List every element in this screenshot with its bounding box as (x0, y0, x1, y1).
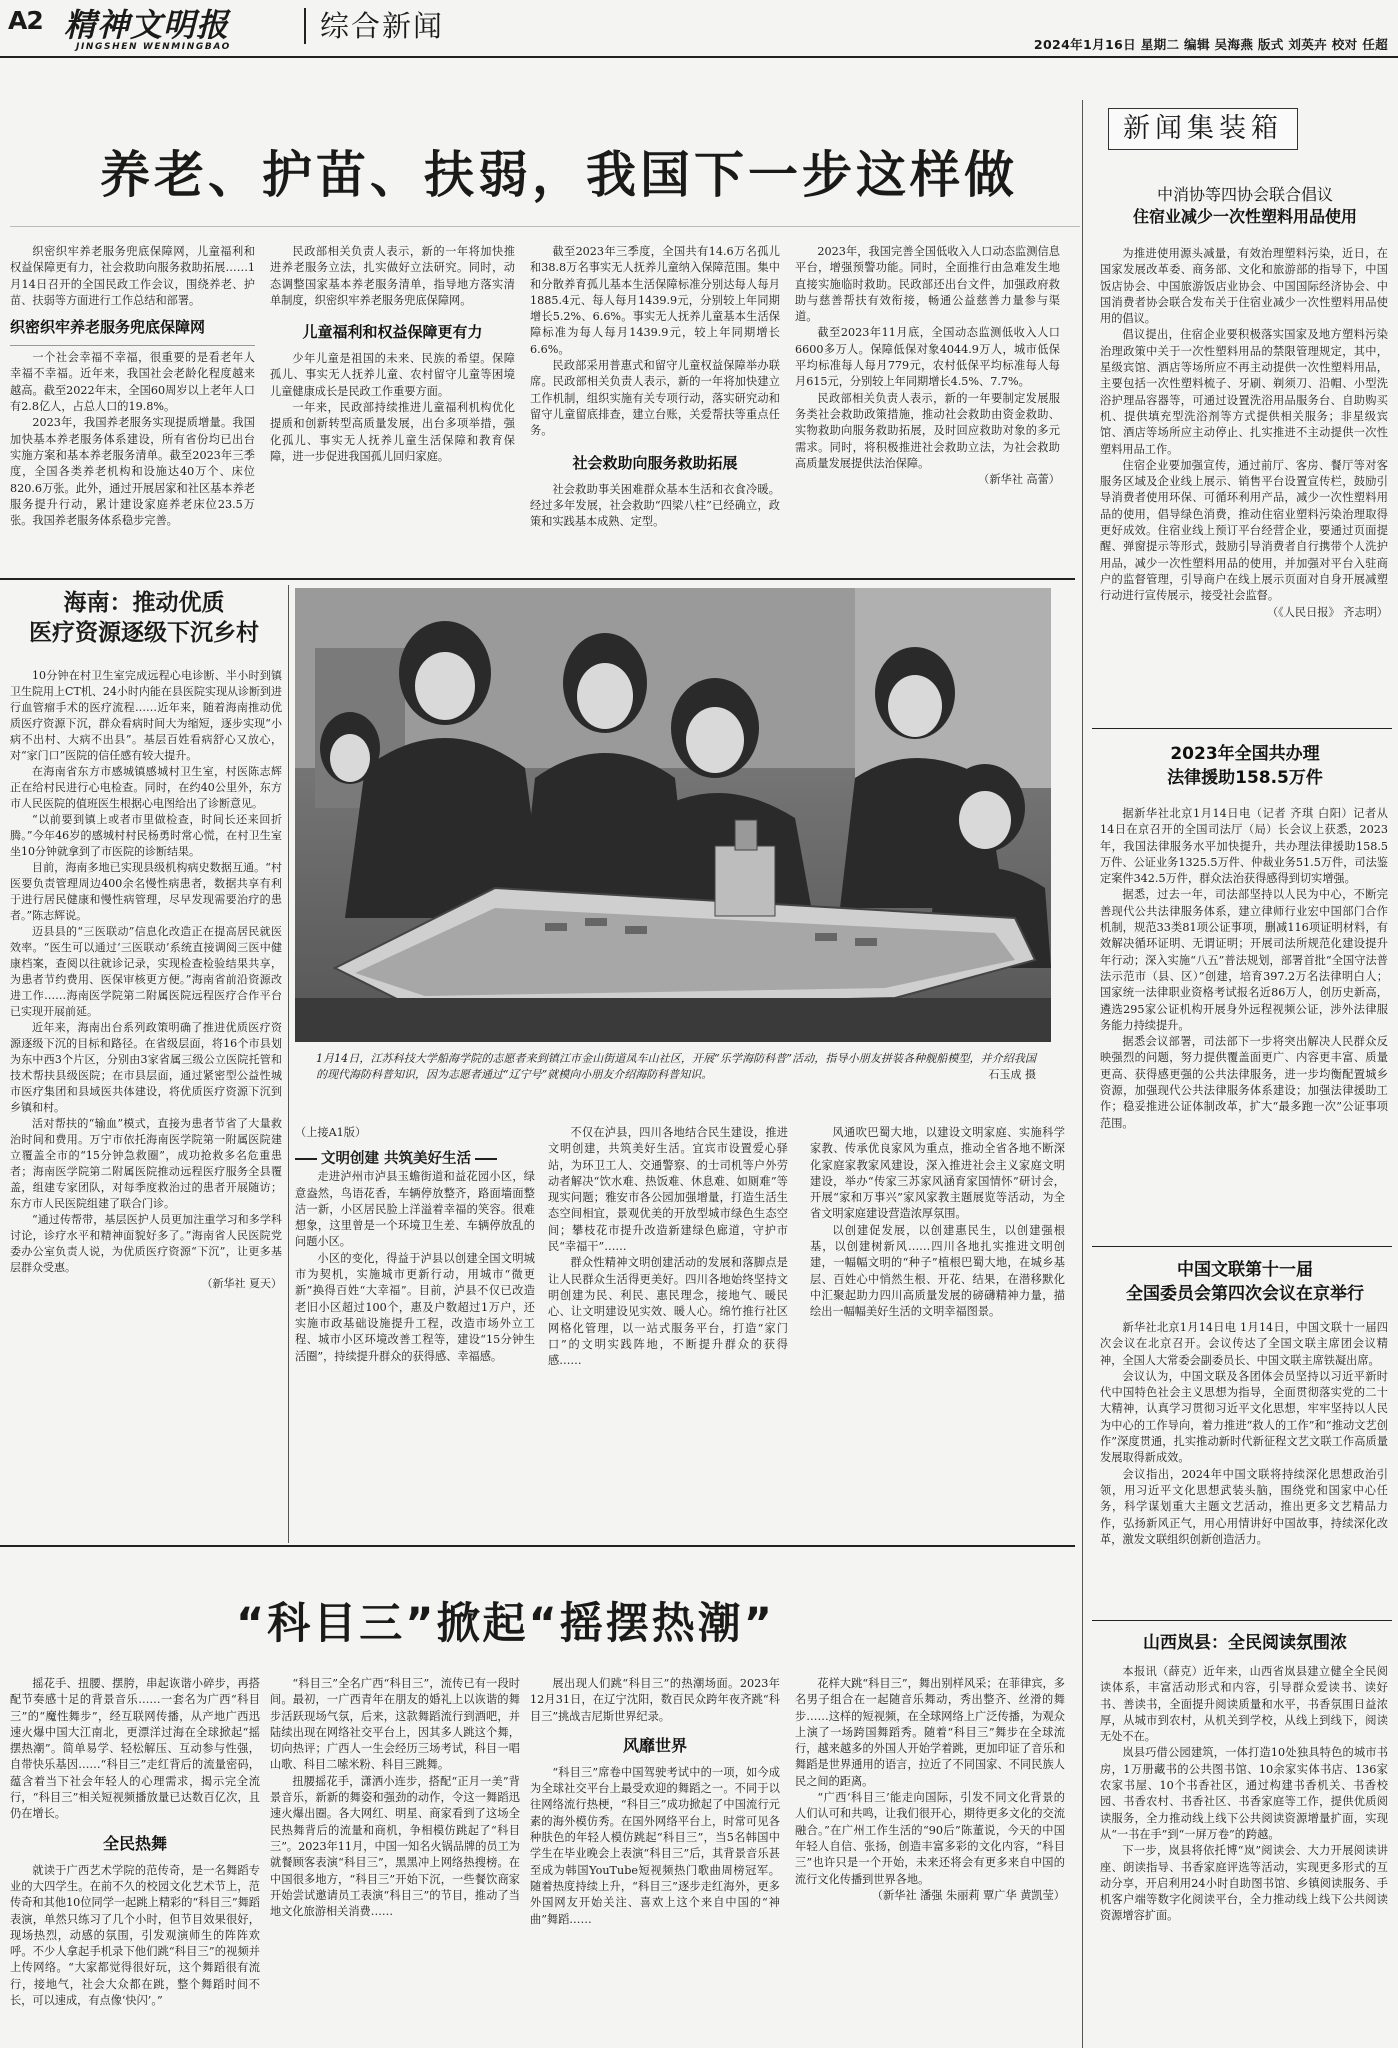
masthead (0, 0, 1398, 54)
lead-column-4 (795, 244, 1060, 584)
paragraph: 岚县巧借公园建筑，一体打造10处独具特色的城市书房，1万册藏书的公共图书馆、10余家实体书店、136家农家书屋、10个书香社区，通过构建书香机关、书香校园、书香农村、书香社区、书香家庭等工作，提供优质阅读服务，全力推动线上线下公共阅读资源增量扩面，实现从“一书在手”到“一屏万卷”的跨越。 (1100, 1746, 1388, 1841)
paragraph: 少年儿童是祖国的未来、民族的希望。保障孤儿、事实无人抚养儿童、农村留守儿童等困境儿童健康成长是民政工作重要方面。 (270, 352, 515, 398)
paragraph: 一个社会幸福不幸福，很重要的是看老年人幸福不幸福。近年来，我国社会老龄化程度越来越高。截至2022年末，全国60周岁以上老年人口有2.8亿人，占总人口的19.8%。 (10, 351, 255, 414)
lead-column-2 (270, 244, 515, 584)
paper-name-pinyin: JINGSHEN WENMINGBAO (76, 42, 231, 52)
section-rule (0, 578, 1075, 580)
news-roundup-heading: 新闻集装箱 (1108, 108, 1298, 150)
paragraph: 活对帮扶的“输血”模式，直接为患者节省了大量救治时间和费用。万宁市依托海南医学院第一附属医院建立覆盖全市的“15分钟急救圈”，成功抢救多名危重患者；海南医学院第二附属医院推动远程医疗服务全县覆盖，组建专家团队，对每季度救治过的患者开展随访；东方市人民医院组建了联合门诊。 (10, 1117, 282, 1210)
paragraph: 本报讯（薛克）近年来，山西省岚县建立健全全民阅读体系，丰富活动形式和内容，引导群众爱读书、读好书、善读书，全面提升阅读质量和水平，书香氛围日益浓厚，从城市到农村，从机关到学校，从线上到线下，阅读无处不在。 (1100, 1665, 1388, 1744)
lead-subhead-1: 织密织牢养老服务兜底保障网 (10, 318, 206, 337)
side-item-4-title: 山西岚县：全民阅读氛围浓 (1143, 1633, 1347, 1653)
wenming-column-3 (810, 1125, 1065, 1530)
side-item-rule (1092, 728, 1392, 729)
side-item-1-title-line-1: 中消协等四协会联合倡议 (1156, 185, 1333, 204)
photo-credit: 石玉成 摄 (988, 1068, 1036, 1081)
paragraph: 在海南省东方市感城镇感城村卫生室，村医陈志辉正在给村民进行心电检查。同时，在约40公里外，东方市人民医院的值班医生根据心电图给出了诊断意见。 (10, 765, 282, 810)
side-item-1-title-line-2: 住宿业减少一次性塑料用品使用 (1132, 207, 1357, 226)
side-item-rule (1092, 1620, 1392, 1621)
wenming-subhead (295, 1148, 529, 1170)
paragraph: 据悉会议部署，司法部下一步将突出解决人民群众反映强烈的问题，努力提供覆盖面更广、内容更丰富、质量更高、获得感更强的公共法律服务，进一步均衡配置城乡资源，加强现代公共法律服务体系建设；加强法律援助工作；稳妥推进公证体制改革，扩大“最多跑一次”公证事项范围。 (1100, 1035, 1388, 1130)
paragraph: “以前要到镇上或者市里做检查，时间长还来回折腾。”今年46岁的感城村村民杨勇时常心慌，在村卫生室坐10分钟就拿到了市医院的诊断结果。 (10, 813, 282, 858)
photo-caption-text: 1月14日，江苏科技大学船海学院的志愿者来到镇江市金山街道凤车山社区，开展“乐学海防科普”活动，指导小朋友拼装各种舰船模型，并介绍我国的现代海防科普知识，因为志愿者通过“辽宁号”就模向小朋友介绍海防科普知识。 (316, 1052, 1036, 1081)
paragraph: 民政部采用普惠式和留守儿童权益保障举办联席。民政部相关负责人表示，新的一年将加快建立工作机制，组织实施有关专项行动，落实研究动和留守儿童留底排查，建立台账，关爱帮扶等重点任务。 (530, 359, 780, 438)
lead-column-1 (10, 244, 255, 584)
masthead-divider (304, 8, 306, 44)
hainan-byline: （新华社 夏天） (201, 1277, 282, 1290)
paragraph: 截至2023年11月底，全国动态监测低收入人口6600多万人。保障低保对象4044.9万人，城市低保平均标准每人每月779元，农村低保平均标准每人每月615元，分别较上年同期增长4.5%、7.7%。 (795, 326, 1060, 389)
side-item-3-title-line-1: 中国文联第十一届 (1177, 1260, 1313, 1280)
paragraph: 据悉，过去一年，司法部坚持以人民为中心，不断完善现代公共法律服务体系，建立律师行业宏中国部门合作机制，规范33类81项公证事项，删减116项证明材料，有效解决循环证明、无谓证明；开展司法所规范化建设提升年行动；深入实施“八五”普法规划，部署首批“全国守法普法示范市（县、区）”创建，培育397.2万名法律明白人；国家统一法律职业资格考试报名近86万人，创历史新高，遴选295家公证机构开展身外远程视频公证，涉外法律服务能力持续提升。 (1100, 888, 1388, 1032)
kemu-subhead-1: 全民热舞 (102, 1833, 167, 1853)
paragraph: 社会救助事关困难群众基本生活和衣食冷暖。经过多年发展，社会救助“四梁八柱”已经确立，政策和实践基本成熟、定型。 (530, 482, 780, 529)
paragraph: 目前，海南多地已实现县级机构病史数据互通。“村医要负责管理周边400余名慢性病患者，数据共享有利于进行居民健康和慢性病管理，尽早发现需要治疗的患者。”陈志辉说。 (10, 861, 282, 922)
paragraph: 会议认为，中国文联及各团体会员坚持以习近平新时代中国特色社会主义思想为指导，全面贯彻落实党的二十大精神，认真学习贯彻习近平文化思想，牢牢坚持以人民为中心的工作导向，着力推进“救人的工作”和“推动文艺创作”深度贯通，扎实推动新时代新征程文艺文联工作高质量发展取得新成效。 (1100, 1369, 1388, 1465)
section-name: 综合新闻 (320, 9, 445, 43)
subhead-dash (475, 1158, 497, 1160)
photo-illustration (295, 588, 1051, 1042)
section-rule (0, 1545, 1075, 1547)
side-item-4-body (1100, 1664, 1388, 2039)
paragraph: 一年来，民政部持续推进儿童福利机构优化提质和创新转型高质量发展，出台多项举措，强化孤儿、事实无人抚养儿童生活保障和教育保障，进一步促进我国孤儿回归家庭。 (270, 401, 515, 463)
subhead-rule (10, 345, 255, 346)
kemu-column-2 (270, 1676, 520, 2036)
paragraph: 扭腰摇花手，潇洒小连步，搭配“正月一美”背景音乐，新新的舞姿和强劲的动作，令这一舞蹈迅速火爆出圈。各大网红、明星、商家看到了这场全民热舞背后的流量和商机，争相模仿跳起了“科目三”。2023年11月，中国一知名火锅品牌的员工为就餐顾客表演“科目三”，黑黑冲上网络热搜榜。在中国很多地方，“科目三”开始下沉，一些餐饮商家开始尝试邀请员工表演“科目三”的节目，推动了当地文化旅游相关消费…… (270, 1774, 520, 1919)
side-item-1-byline: （《人民日报》 齐志明） (1266, 605, 1388, 619)
lead-intro: 织密织牢养老服务兜底保障网，儿童福利和权益保障更有力，社会救助向服务救助拓展……1月14日召开的全国民政工作会议，围绕养老、护苗、扶弱等方面进行工作总结和部署。 (10, 245, 255, 307)
lead-subhead-2: 儿童福利和权益保障更有力 (302, 323, 483, 342)
page-number: A2 (8, 6, 43, 35)
kemu-byline: （新华社 潘强 朱丽莉 覃广华 黄凯莹） (871, 1888, 1065, 1902)
wenming-column-1 (295, 1125, 535, 1530)
paragraph: 新华社北京1月14日电 1月14日，中国文联十一届四次会议在北京召开。会议传达了全国文联主席团会议精神，全国人大常委会副委员长、中国文联主席铁凝出席。 (1100, 1321, 1388, 1367)
subhead-dash (295, 1158, 317, 1160)
paragraph: 以创建促发展，以创建惠民生，以创建强根基，以创建树新风……四川各地扎实推进文明创建，一幅幅文明的“种子”植根巴蜀大地，在城乡基层、百姓心中悄然生根、开花、结果，在潜移默化中汇聚起助力四川高质量发展的磅礴精神力量，描绘出一幅幅美好生活的文明幸福图景。 (810, 1223, 1065, 1319)
lead-column-3 (530, 244, 780, 584)
continued-from: （上接A1版） (295, 1126, 367, 1139)
paragraph: 2023年，我国养老服务实现提质增量。我国加快基本养老服务体系建设，所有省份均已出台实施方案和基本养老服务清单。截至2023年三季度，全国各类养老机构和设施达40万个、床位820.6万张。此外，通过开展居家和社区基本养老服务提升行动，累计建设家庭养老床位23.5万张。我国养老服务体系稳步完善。 (10, 416, 255, 528)
paragraph: 走进泸州市泸县玉蟾街道和益花园小区，绿意盎然，鸟语花香，车辆停放整齐，路面墙面整洁一新，小区居民脸上洋溢着幸福的笑容。很难想象，这里曾是一个环境卫生差、车辆停放乱的问题小区。 (295, 1170, 535, 1249)
paragraph: 不仅在泸县，四川各地结合民生建设，推进文明创建，共筑美好生活。宜宾市设置爱心驿站，为环卫工人、交通警察、的士司机等户外劳动者解决“饮水难、热饭难、休息难、如厕难”等现实问题；雅安市各公园加强增量，打造生活生态空间相宜，景观优美的开放型城市绿色生态空间；攀枝花市提升改造新建绿色廊道，守护市民“幸福干”…… (548, 1126, 788, 1254)
kemu-column-3 (530, 1676, 780, 2036)
paper-name-logo: 精神文明报 (64, 6, 230, 44)
hainan-headline-line-2: 医疗资源逐级下沉乡村 (29, 620, 259, 646)
side-item-3-body (1100, 1320, 1388, 1620)
issue-info: 2024年1月16日 星期二 编辑 吴海燕 版式 刘英卉 校对 任超 (1033, 37, 1388, 52)
paragraph: 2023年，我国完善全国低收入人口动态监测信息平台，增强预警功能。同时，全面推行由急难发生地直接实施临时救助。民政部还出台文件，加强政府救助与慈善帮扶有效衔接，畅通公益慈善力量参与渠道。 (795, 245, 1060, 324)
paragraph: 10分钟在村卫生室完成远程心电诊断、半小时到镇卫生院用上CT机、24小时内能在县医院实现从诊断到进行血管瘤手术的医疗流程……近年来，随着海南推动优质医疗资源下沉，群众看病时间大为缩短，逐步实现“小病不出村、大病不出县”。基层百姓看病舒心又放心，对“家门口”医院的信任感有较大提升。 (10, 669, 282, 762)
paragraph: 截至2023年三季度，全国共有14.6万名孤儿和38.8万名事实无人抚养儿童纳入保障范围。集中和分散养育孤儿基本生活保障标准分别达每人每月1885.4元、每人每月1439.9元，分别较上年同期增长5.2%、6.6%。事实无人抚养儿童基本生活保障标准为每人每月1439.9元，较上年同期增长6.6%。 (530, 245, 780, 356)
lead-subhead-3: 社会救助向服务救助拓展 (572, 453, 738, 472)
lead-byline: （新华社 高蕾） (978, 473, 1060, 487)
paragraph: 展出现人们跳“科目三”的热潮场面。2023年12月31日，在辽宁沈阳，数百民众跨年夜齐跳“科目三”挑战吉尼斯世界纪录。 (530, 1677, 780, 1723)
side-item-rule (1092, 1246, 1392, 1247)
kemu-column-1 (10, 1676, 260, 2036)
column-divider (288, 585, 289, 1543)
paragraph: 小区的变化，得益于泸县以创建全国文明城市为契机，实施城市更新行动，用城市“微更新”换得百姓“大幸福”。目前，泸县不仅已改造老旧小区超过100个，惠及户数超过1万户，还实施市政基础设施提升工程，改造市场外立工程、城市小区环境改善工程等，建设“15分钟生活圈”，持续提升群众的获得感、幸福感。 (295, 1251, 535, 1363)
paragraph: 为推进使用源头减量，有效治理塑料污染，近日，在国家发展改革委、商务部、文化和旅游部的指导下，中国饭店协会、中国旅游饭店业协会、中国国际经济协会、中国消费者协会联合发布关于住宿业减少一次性塑料用品使用的倡议。 (1100, 247, 1388, 326)
paragraph: 住宿企业要加强宣传，通过前厅、客房、餐厅等对客服务区域及企业线上展示、销售平台设置宣传栏，鼓励引导消费者使用环保、可循环利用产品，减少一次性塑料用品的使用，倡导绿色消费，推动住宿业塑料污染治理取得更好成效。住宿业线上预订平台经营企业，要通过页面提醒、弹窗提示等形式，鼓励引导消费者自行携带个人洗护用品，减少一次性塑料用品的使用，并加强对平台入驻商户的监督管理，引导商户在线上展示页面对自身开展减塑行动进行宣传展示，接受社会监督。 (1100, 458, 1388, 603)
side-item-2-title-line-1: 2023年全国共办理 (1170, 744, 1320, 764)
photo-caption (316, 1051, 1036, 1083)
kemu-column-4 (795, 1676, 1065, 2036)
paragraph: 群众性精神文明创建活动的发展和落脚点是让人民群众生活得更美好。四川各地始终坚持文明创建为民、利民、惠民理念，接地气、暖民心、让文明建设见实效、暖人心。绵竹推行社区网格化管理，以一站式服务平台，打造“家门口”的文明实践阵地，不断提升群众的获得感…… (548, 1256, 788, 1368)
paragraph: 风通吹巴蜀大地，以建设文明家庭、实施科学家教、传承优良家风为重点，推动全省各地不断深化家庭家教家风建设，深入推进社会主义家庭文明建设，举办“传家三苏家风涵育家国情怀”研讨会，开展“家和万事兴”家风家教主题展览等活动，为全省文明家庭建设营造浓厚氛围。 (810, 1126, 1065, 1221)
hainan-headline (0, 588, 288, 648)
paragraph: 摇花手、扭腰、摆胯，串起诙谐小碎步，再搭配节奏感十足的背景音乐……一套名为广西“科目三”的“魔性舞步”，经互联网传播，从产地广西迅速火爆中国大江南北，更漂洋过海在全球掀起“摇摆热潮”。简单易学、轻松解压、互动参与性强，自带快乐基因……“科目三”走红背后的流量密码，蕴含着当下社会年轻人的心理需求，揭示完全流行，“科目三”相关短视频播放量已达数百亿次，且仍在增长。 (10, 1677, 260, 1821)
paragraph: 民政部相关负责人表示，新的一年要制定发展服务类社会救助政策措施，推动社会救助由资金救助、实物救助向服务救助拓展，及时回应救助对象的多元需求。同时，将积极推进社会救助立法，为社会救助高质量发展提供法治保障。 (795, 391, 1060, 470)
news-photo (295, 588, 1051, 1042)
hainan-body (10, 668, 282, 1528)
hainan-headline-line-1: 海南：推动优质 (63, 590, 225, 616)
side-item-2-body (1100, 806, 1388, 1226)
wenming-column-2 (548, 1125, 788, 1530)
paragraph: 下一步，岚县将依托博“岚”阅读会、大力开展阅读讲座、朗读指导、书香家庭评选等活动，实现更多形式的互动分享，开启利用24小时自助图书馆、乡镇阅读服务、手机客户端等数字化阅读平台，全力推动线上线下公共阅读资源增容扩面。 (1100, 1844, 1388, 1923)
paragraph: 民政部相关负责人表示，新的一年将加快推进养老服务立法，扎实做好立法研究。同时，动态调整国家基本养老服务清单，指导地方落实清单制度，织密织牢养老服务兜底保障网。 (270, 245, 515, 307)
paragraph: 迈县县的“三医联动”信息化改造正在提高居民就医效率。“医生可以通过‘三医联动’系统直接调阅三医中健康档案，查阅以往就诊记录，实现检查检验结果共享，为患者节约费用、医保审核更方便。”海南省前沿资源改进工作……海南医学院第二附属医院远程医疗合作平台已实现开展前延。 (10, 925, 282, 1018)
side-item-1-body (1100, 246, 1388, 706)
kemu-subhead-2: 风靡世界 (622, 1735, 687, 1755)
wenming-subhead-text: 文明创建 共筑美好生活 (321, 1151, 472, 1167)
lead-headline: 养老、护苗、扶弱，我国下一步这样做 (100, 146, 1018, 204)
paragraph: 据新华社北京1月14日电（记者 齐琪 白阳）记者从14日在京召开的全国司法厅（局）长会议上获悉，2023年，我国法律服务水平加快提升，共办理法律援助158.5万件、公证业务1325.5万件、仲裁业务51.5万件，司法鉴定案件342.5万件，群众法治获得感得到切实增强。 (1100, 807, 1388, 886)
paragraph: “广西‘科目三’能走向国际，引发不同文化背景的人们认可和共鸣，让我们很开心，期待更多文化的交流融合。”在广州工作生活的“90后”陈董说，今天的中国年轻人自信、张扬，创造丰富多彩的文化内容，“科目三”也许只是一个开始，未来还将会有更多来自中国的流行文化传播到世界各地。 (795, 1791, 1065, 1886)
side-item-3-title-line-2: 全国委员会第四次会议在京举行 (1126, 1284, 1364, 1304)
paragraph: “科目三”席卷中国驾驶考试中的一项，如今成为全球社交平台上最受欢迎的舞蹈之一。不同于以往网络流行热梗，“科目三”成功掀起了中国流行元素的海外模仿秀。在国外网络平台上，时常可见各种肤色的年轻人模仿跳起“科目三”，当5名韩国中学生在毕业晚会上表演“科目三”后，其背景音乐甚至成为韩国YouTube短视频热门歌曲周榜冠军。随着热度持续上升，“科目三”逐步走红海外，更多外国网友开始关注、喜欢上这个来自中国的“神曲”舞蹈…… (530, 1765, 780, 1926)
paragraph: “通过传帮带，基层医护人员更加注重学习和多学科讨论，诊疗水平和精神面貌好多了。”海南省人民医院党委办公室负责人说，为优质医疗资源“下沉”，让更多基层群众受惠。 (10, 1213, 282, 1274)
side-column-divider (1082, 100, 1083, 2048)
side-item-2-title-line-2: 法律援助158.5万件 (1167, 768, 1323, 788)
paragraph: 会议指出，2024年中国文联将持续深化思想政治引领，用习近平文化思想武装头脑，围绕党和国家中心任务，科学谋划重大主题文艺活动，推出更多文艺精品力作，弘扬新风正气，用心用情讲好中国故事，持续深化改革，激发文联组织创新创造活力。 (1100, 1467, 1388, 1546)
paragraph: 近年来，海南出台系列政策明确了推进优质医疗资源逐级下沉的目标和路径。在省级层面，将16个市县划为东中西3个片区，分别由3家省属三级公立医院托管和技术帮扶县级医院；在市县层面，通过紧密型公益性城市医疗集团和县域医共体建设，将优质医疗资源下沉到乡镇和村。 (10, 1021, 282, 1114)
masthead-rule (0, 56, 1398, 58)
paragraph: 倡议提出，住宿企业要积极落实国家及地方塑料污染治理政策中关于一次性塑料用品的禁限管理规定，其中，星级宾馆、酒店等场所应不再主动提供一次性塑料用品，主要包括一次性塑料梳子、牙刷、剃须刀、沿帽、小型洗浴护理品容器等，可通过设置洗浴用品服务台、自助购买机、提供填充型洗浴剂等方式提供相关服务；非星级宾馆、酒店等场所应主动停止、扎实推进不主动提供一次性塑料用品工作。 (1100, 328, 1388, 456)
paragraph: 就读于广西艺术学院的范传奇，是一名舞蹈专业的大四学生。在前不久的校园文化艺术节上，范传奇和其他10位同学一起跳上精彩的“科目三”舞蹈表演，单然只练习了几个小时，但节目效果很好，现场热烈，动感的氛围，引发观演师生的阵阵欢呼。不少人拿起手机录下他们跳“科目三”的视频并上传网络。“大家都觉得很好玩，这个舞蹈很有流行，接地气，社会大众都在跳，整个舞蹈时间不长，可以速成，有点像‘快闪’。” (10, 1863, 260, 2008)
kemu-headline: “科目三”掀起“摇摆热潮” (236, 1599, 776, 1649)
paragraph: “科目三”全名广西“科目三”，流传已有一段时间。最初，一广西青年在朋友的婚礼上以诙谐的舞步活跃现场气氛，后来，这款舞蹈流行到酒吧，并陆续出现在网络社交平台上，因其多人跳这个舞，切向热评；广西人一生会经历三场考试，科目一唱山歌、科目二嗦米粉、科目三跳舞。 (270, 1677, 520, 1772)
paragraph: 花样大跳“科目三”，舞出别样风采；在菲律宾，多名男子组合在一起随音乐舞动，秀出整齐、丝滑的舞步……这样的短视频，在全球网络上广泛传播，为观众上演了一场跨国舞蹈秀。随着“科目三”舞步在全球流行，越来越多的外国人开始学着跳，更加印证了音乐和舞蹈是世界通用的语言，拉近了不同国家、不同民族人民之间的距离。 (795, 1677, 1065, 1788)
lead-headline-rule (10, 226, 1080, 227)
